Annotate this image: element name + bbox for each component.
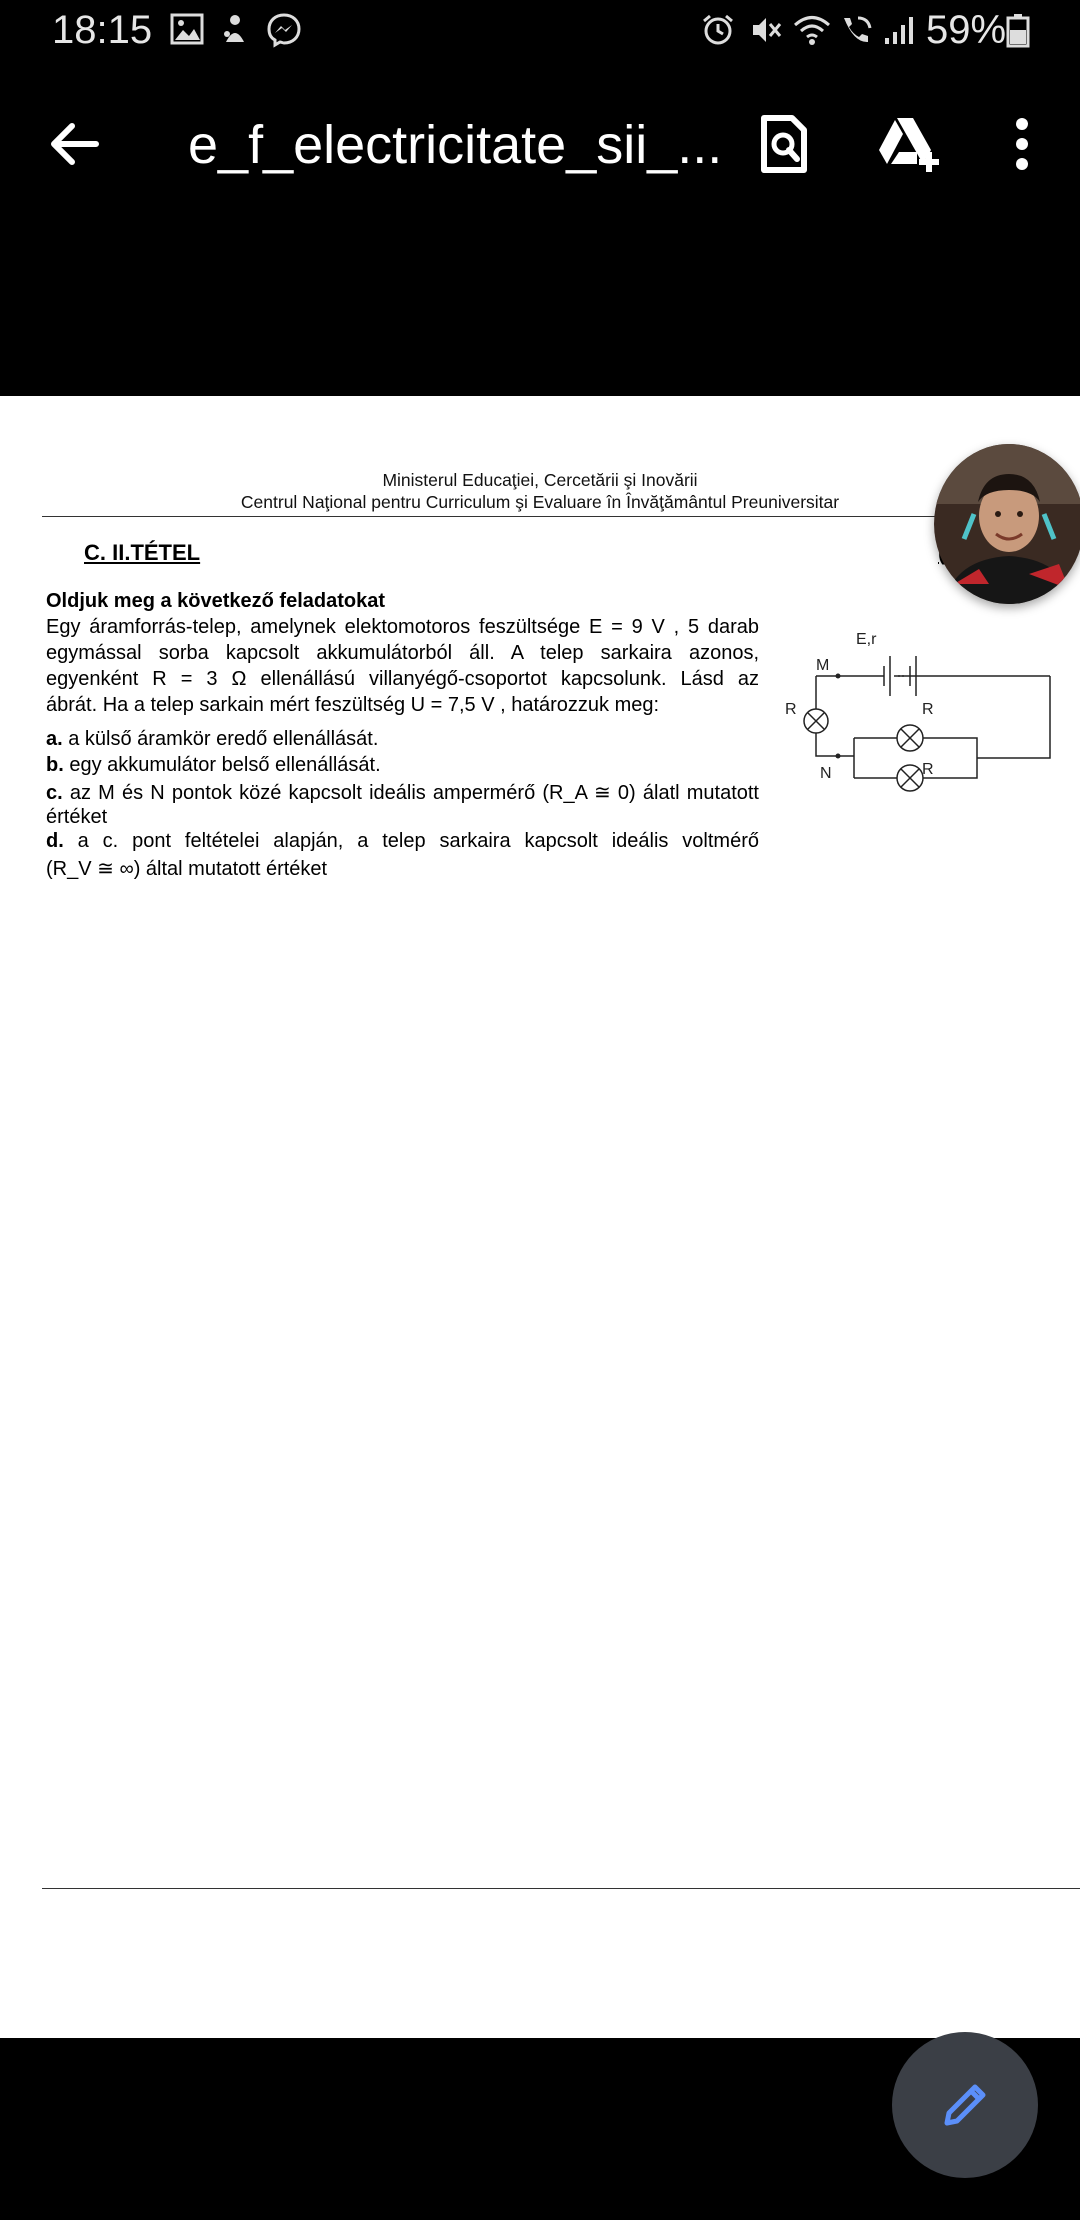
item-text: a c. pont feltételei alapján, a telep sarkaira kapcsolt ideális voltmérő [63, 830, 759, 852]
find-in-document-button[interactable] [744, 104, 824, 184]
back-button[interactable] [34, 104, 114, 184]
paragraph-line: egymással sorba kapcsolt akkumulátorból áll. A telep sarkaira azonos, [46, 642, 759, 664]
more-options-button[interactable] [982, 104, 1062, 184]
header-divider [42, 516, 1080, 517]
item-label: d. [46, 830, 64, 852]
circuit-diagram [770, 618, 1070, 848]
wire-parallel-left [854, 738, 897, 778]
document-title: e_f_electricitate_sii_... [188, 115, 723, 175]
app-bar [0, 64, 1080, 396]
wire-left-lower [816, 733, 854, 756]
footer-divider [42, 1888, 1080, 1889]
paragraph-line: ábrát. Ha a telep sarkain mért feszültség U = 7,5 V , határozzuk meg: [46, 694, 660, 716]
node-m [836, 674, 841, 679]
label-er: E,r [856, 631, 877, 648]
battery-percent: 59% [926, 8, 1007, 52]
item-d-continued: (R_V ≅ ∞) által mutatott értéket [46, 858, 328, 880]
label-r-top: R [922, 701, 934, 718]
document-search-icon [756, 114, 812, 174]
back-arrow-icon [46, 116, 102, 172]
battery-icon [1006, 12, 1030, 53]
doc-header-line-2: Centrul Naţional pentru Curriculum şi Evaluare în Învăţământul Preuniversitar [240, 492, 840, 512]
wifi-calling-icon [838, 12, 878, 53]
label-r-left: R [785, 701, 797, 718]
document-page[interactable] [0, 396, 1080, 2038]
paragraph-line: egyenként R = 3 Ω ellenállású villanyégő-csoportot kapcsolunk. Lásd az [46, 668, 759, 690]
doc-header-line-1: Ministerul Educaţiei, Cercetării şi Inovării [382, 470, 698, 490]
item-label: a. [46, 728, 63, 750]
wifi-icon [792, 12, 832, 53]
edit-button[interactable] [892, 2032, 1038, 2178]
label-m: M [816, 657, 830, 674]
video-call-avatar[interactable] [934, 444, 1080, 604]
item-label: c. [46, 782, 63, 804]
item-c-continued: értéket [46, 806, 108, 828]
drive-add-icon [875, 114, 941, 174]
mute-icon [748, 12, 784, 53]
status-time: 18:15 [52, 8, 153, 52]
gallery-icon [170, 12, 204, 51]
label-r-bottom: R [922, 761, 934, 778]
item-c [46, 780, 759, 805]
edit-pencil-icon [937, 2077, 993, 2133]
messenger-icon [266, 12, 302, 53]
label-n: N [820, 765, 832, 782]
avatar-photo [934, 444, 1080, 604]
alarm-icon [700, 12, 736, 53]
item-d [46, 830, 759, 853]
bulb-top-right [897, 725, 923, 751]
status-bar [0, 0, 1080, 64]
item-text: az M és N pontok közé kapcsolt ideális ampermérő (R_A ≅ 0) álatl mutatott [62, 782, 759, 804]
app-notification-icon [218, 12, 252, 51]
paragraph-line: Egy áramforrás-telep, amelynek elektomotoros feszültsége E = 9 V , 5 darab [46, 616, 759, 638]
item-label: b. [46, 754, 64, 776]
node-n [836, 754, 841, 759]
signal-icon [882, 12, 918, 53]
more-options-icon [1012, 114, 1032, 174]
task-heading: Oldjuk meg a következő feladatokat [46, 590, 385, 612]
wire-right [977, 676, 1050, 758]
item-a [46, 728, 759, 751]
bulb-left [804, 709, 828, 733]
section-title: C. II.TÉTEL [84, 540, 201, 565]
item-text: a külső áramkör eredő ellenállását. [62, 728, 379, 750]
item-b [46, 754, 759, 777]
add-to-drive-button[interactable] [868, 104, 948, 184]
bulb-bottom-right [897, 765, 923, 791]
item-text: egy akkumulátor belső ellenállását. [63, 754, 381, 776]
